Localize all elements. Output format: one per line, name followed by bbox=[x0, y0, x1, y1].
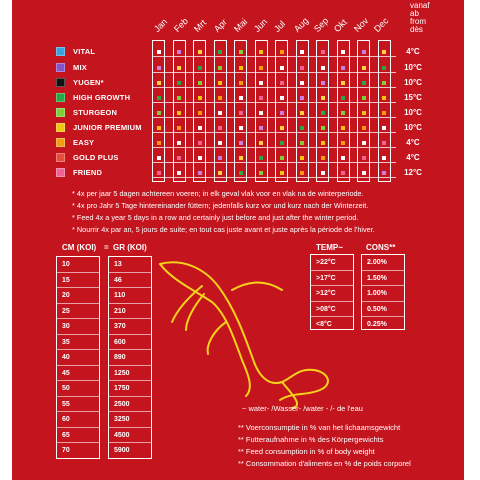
feeding-dot bbox=[300, 141, 304, 145]
feeding-dot bbox=[177, 171, 181, 175]
feeding-dot bbox=[218, 141, 222, 145]
feeding-dot bbox=[198, 141, 202, 145]
color-swatch bbox=[56, 63, 65, 72]
table-cell: 35 bbox=[57, 335, 99, 351]
cons-header: CONS** bbox=[366, 243, 396, 252]
feeding-dot bbox=[259, 81, 263, 85]
feeding-dot bbox=[177, 141, 181, 145]
feeding-dot bbox=[362, 171, 366, 175]
feeding-dot bbox=[239, 171, 243, 175]
table-cell: 40 bbox=[57, 350, 99, 366]
feeding-dot bbox=[177, 66, 181, 70]
feeding-dot bbox=[382, 126, 386, 130]
feeding-dot bbox=[157, 50, 161, 54]
feeding-dot bbox=[218, 66, 222, 70]
feeding-dot bbox=[259, 50, 263, 54]
month-label: Feb bbox=[171, 15, 190, 34]
row-separator bbox=[152, 87, 396, 88]
row-separator bbox=[152, 147, 396, 148]
feeding-dot bbox=[218, 156, 222, 160]
feeding-dot bbox=[341, 111, 345, 115]
feeding-dot bbox=[300, 171, 304, 175]
feeding-dot bbox=[259, 111, 263, 115]
water-footnote: ~ water- /Wasser- /water - /- de l'eau bbox=[242, 404, 363, 413]
legend-row-mix bbox=[56, 60, 87, 74]
feeding-dot bbox=[300, 96, 304, 100]
feeding-dot bbox=[362, 66, 366, 70]
row-separator bbox=[152, 56, 396, 57]
legend-row-sturgeon bbox=[56, 105, 117, 119]
product-name: FRIEND bbox=[73, 167, 103, 177]
legend-row-high-growth bbox=[56, 90, 130, 104]
feeding-dot bbox=[198, 111, 202, 115]
feeding-dot bbox=[382, 50, 386, 54]
start-temp: 10°C bbox=[404, 108, 422, 117]
feeding-dot bbox=[239, 111, 243, 115]
table-cell: 70 bbox=[62, 447, 70, 454]
feeding-dot bbox=[218, 81, 222, 85]
row-separator bbox=[152, 177, 396, 178]
table-cell: 30 bbox=[57, 319, 99, 335]
start-temp: 10°C bbox=[404, 78, 422, 87]
feeding-dot bbox=[362, 111, 366, 115]
feeding-dot bbox=[218, 111, 222, 115]
table-cell: 4500 bbox=[109, 428, 151, 444]
start-temp: 4°C bbox=[406, 138, 420, 147]
feeding-dot bbox=[362, 156, 366, 160]
equals-sign: = bbox=[104, 243, 109, 252]
table-cell: 2500 bbox=[109, 397, 151, 413]
feeding-dot bbox=[382, 81, 386, 85]
product-name: HIGH GROWTH bbox=[73, 92, 131, 102]
feeding-dot bbox=[198, 171, 202, 175]
feeding-dot bbox=[280, 96, 284, 100]
feeding-dot bbox=[239, 141, 243, 145]
row-separator bbox=[152, 162, 396, 163]
feeding-dot bbox=[341, 96, 345, 100]
feeding-dot bbox=[157, 81, 161, 85]
feeding-dot bbox=[382, 66, 386, 70]
yugen-note-de: * 4x pro Jahr 5 Tage hintereinander füttern; jedenfalls kurz vor und kurz nach der Winterzeit. bbox=[72, 201, 369, 210]
feeding-chart-panel bbox=[12, 0, 464, 480]
feeding-dot bbox=[157, 141, 161, 145]
product-name: EASY bbox=[73, 137, 95, 147]
table-cell: 46 bbox=[109, 273, 151, 289]
start-temp: 12°C bbox=[404, 168, 422, 177]
gr-header: GR (KOI) bbox=[113, 243, 147, 252]
month-label: Jun bbox=[251, 16, 270, 34]
table-cell: >17°C bbox=[311, 271, 353, 287]
product-name: YUGEN* bbox=[73, 77, 104, 87]
cm-column bbox=[56, 256, 100, 459]
consumption-footnote-de: ** Futteraufnahme in % des Körpergewichts bbox=[238, 435, 384, 444]
month-label: Dec bbox=[371, 15, 391, 34]
table-cell: 25 bbox=[57, 304, 99, 320]
feeding-dot bbox=[239, 96, 243, 100]
feeding-dot bbox=[321, 81, 325, 85]
table-cell: <8°C bbox=[316, 321, 332, 328]
feeding-dot bbox=[280, 50, 284, 54]
month-label: Aug bbox=[291, 15, 311, 34]
product-name: GOLD PLUS bbox=[73, 152, 119, 162]
product-name: JUNIOR PREMIUM bbox=[73, 122, 142, 132]
feeding-dot bbox=[198, 66, 202, 70]
feeding-dot bbox=[382, 111, 386, 115]
consumption-footnote-fr: ** Consommation d'aliments en % de poids corporel bbox=[238, 459, 411, 468]
table-cell: 3250 bbox=[109, 412, 151, 428]
month-label: Nov bbox=[351, 15, 371, 34]
row-separator bbox=[152, 132, 396, 133]
feeding-dot bbox=[157, 126, 161, 130]
feeding-dot bbox=[157, 111, 161, 115]
feeding-dot bbox=[218, 96, 222, 100]
table-cell: 600 bbox=[109, 335, 151, 351]
feeding-dot bbox=[239, 126, 243, 130]
feeding-dot bbox=[382, 141, 386, 145]
feeding-dot bbox=[218, 126, 222, 130]
feeding-dot bbox=[259, 126, 263, 130]
feeding-dot bbox=[362, 81, 366, 85]
feeding-dot bbox=[198, 126, 202, 130]
feeding-dot bbox=[382, 156, 386, 160]
feeding-dot bbox=[321, 156, 325, 160]
table-cell: 210 bbox=[109, 304, 151, 320]
feeding-dot bbox=[280, 66, 284, 70]
start-temp: 10°C bbox=[404, 63, 422, 72]
color-swatch bbox=[56, 168, 65, 177]
table-cell: 45 bbox=[57, 366, 99, 382]
feeding-dot bbox=[300, 111, 304, 115]
feeding-dot bbox=[157, 171, 161, 175]
feeding-dot bbox=[259, 171, 263, 175]
row-separator bbox=[152, 72, 396, 73]
start-temp: 15°C bbox=[404, 93, 422, 102]
feeding-dot bbox=[280, 81, 284, 85]
table-cell: 0.25% bbox=[367, 321, 387, 328]
feeding-dot bbox=[362, 126, 366, 130]
feeding-dot bbox=[259, 156, 263, 160]
feeding-dot bbox=[300, 156, 304, 160]
temp-column bbox=[310, 254, 354, 330]
feeding-dot bbox=[321, 66, 325, 70]
feeding-dot bbox=[198, 96, 202, 100]
feeding-dot bbox=[177, 96, 181, 100]
feeding-dot bbox=[341, 66, 345, 70]
feeding-dot bbox=[341, 81, 345, 85]
table-cell: 1.00% bbox=[362, 286, 404, 302]
feeding-dot bbox=[239, 156, 243, 160]
table-cell: 1750 bbox=[109, 381, 151, 397]
product-name: VITAL bbox=[73, 46, 96, 56]
month-label: Okt bbox=[331, 17, 349, 34]
table-cell: 55 bbox=[57, 397, 99, 413]
table-cell: 13 bbox=[109, 257, 151, 273]
cons-column bbox=[361, 254, 405, 330]
color-swatch bbox=[56, 47, 65, 56]
table-cell: 60 bbox=[57, 412, 99, 428]
table-cell: 2.00% bbox=[362, 255, 404, 271]
feeding-dot bbox=[341, 171, 345, 175]
color-swatch bbox=[56, 78, 65, 87]
table-cell: 65 bbox=[57, 428, 99, 444]
color-swatch bbox=[56, 123, 65, 132]
table-cell: 10 bbox=[57, 257, 99, 273]
consumption-footnote-en: ** Feed consumption in % of body weight bbox=[238, 447, 375, 456]
vanaf-line: ab bbox=[410, 9, 419, 18]
feeding-dot bbox=[382, 96, 386, 100]
feeding-dot bbox=[218, 50, 222, 54]
table-cell: >12°C bbox=[311, 286, 353, 302]
table-cell: 5900 bbox=[114, 447, 130, 454]
feeding-dot bbox=[300, 81, 304, 85]
feeding-dot bbox=[198, 50, 202, 54]
month-label: Jan bbox=[151, 16, 170, 34]
feeding-dot bbox=[157, 96, 161, 100]
month-label: Sep bbox=[311, 15, 331, 34]
feeding-dot bbox=[362, 96, 366, 100]
yugen-note-en: * Feed 4x a year 5 days in a row and certainly just before and just after the winter period. bbox=[72, 213, 359, 222]
feeding-dot bbox=[177, 50, 181, 54]
table-cell: >08°C bbox=[311, 302, 353, 318]
feeding-dot bbox=[321, 126, 325, 130]
feeding-dot bbox=[321, 171, 325, 175]
feeding-dot bbox=[259, 141, 263, 145]
feeding-dot bbox=[321, 50, 325, 54]
table-cell: 110 bbox=[109, 288, 151, 304]
feeding-dot bbox=[218, 171, 222, 175]
table-cell: 890 bbox=[109, 350, 151, 366]
legend-row-gold-plus bbox=[56, 150, 119, 164]
from-temperature-header bbox=[410, 2, 450, 34]
month-label: Mrt bbox=[191, 17, 209, 34]
feeding-dot bbox=[341, 50, 345, 54]
feeding-dot bbox=[341, 126, 345, 130]
feeding-dot bbox=[177, 81, 181, 85]
feeding-dot bbox=[321, 96, 325, 100]
feeding-dot bbox=[362, 141, 366, 145]
table-cell: 50 bbox=[57, 381, 99, 397]
legend-row-friend bbox=[56, 165, 102, 179]
start-temp: 4°C bbox=[406, 47, 420, 56]
temp-header: TEMP~ bbox=[316, 243, 343, 252]
feeding-dot bbox=[157, 66, 161, 70]
feeding-dot bbox=[198, 156, 202, 160]
feeding-dot bbox=[239, 50, 243, 54]
feeding-dot bbox=[382, 171, 386, 175]
feeding-dot bbox=[259, 66, 263, 70]
row-separator bbox=[152, 117, 396, 118]
feeding-dot bbox=[177, 111, 181, 115]
color-swatch bbox=[56, 108, 65, 117]
color-swatch bbox=[56, 138, 65, 147]
feeding-dot bbox=[280, 171, 284, 175]
legend-row-junior-premium bbox=[56, 120, 142, 134]
product-name: MIX bbox=[73, 62, 87, 72]
table-cell: 1.50% bbox=[362, 271, 404, 287]
start-temp: 10°C bbox=[404, 123, 422, 132]
table-cell: 20 bbox=[57, 288, 99, 304]
table-cell: 370 bbox=[109, 319, 151, 335]
table-cell: 1250 bbox=[109, 366, 151, 382]
consumption-footnote-nl: ** Voerconsumptie in % van het lichaamsgewicht bbox=[238, 423, 401, 432]
feeding-dot bbox=[321, 111, 325, 115]
feeding-dot bbox=[259, 96, 263, 100]
feeding-dot bbox=[177, 156, 181, 160]
feeding-dot bbox=[177, 126, 181, 130]
cm-header: CM (KOI) bbox=[62, 243, 97, 252]
feeding-dot bbox=[280, 126, 284, 130]
legend-row-yugen bbox=[56, 75, 104, 89]
product-name: STURGEON bbox=[73, 107, 118, 117]
vanaf-line: from bbox=[410, 17, 426, 26]
vanaf-line: dès bbox=[410, 25, 423, 34]
feeding-dot bbox=[300, 66, 304, 70]
month-label: Mai bbox=[231, 16, 250, 34]
feeding-dot bbox=[362, 50, 366, 54]
feeding-dot bbox=[280, 141, 284, 145]
legend-row-easy bbox=[56, 135, 94, 149]
feeding-dot bbox=[157, 156, 161, 160]
month-label: Jul bbox=[271, 18, 288, 34]
color-swatch bbox=[56, 153, 65, 162]
feeding-dot bbox=[239, 66, 243, 70]
legend-row-vital bbox=[56, 44, 95, 58]
feeding-dot bbox=[300, 126, 304, 130]
feeding-dot bbox=[280, 156, 284, 160]
color-swatch bbox=[56, 93, 65, 102]
vanaf-line: vanaf bbox=[410, 1, 430, 10]
table-cell: 15 bbox=[57, 273, 99, 289]
feeding-dot bbox=[341, 156, 345, 160]
feeding-dot bbox=[239, 81, 243, 85]
yugen-note-fr: * Nourrir 4x par an, 5 jours de suite; en tout cas juste avant et juste après la période de l'hiver. bbox=[72, 225, 375, 234]
yugen-note-nl: * 4x per jaar 5 dagen achtereen voeren; in elk geval vlak voor en vlak na de winterperiode. bbox=[72, 189, 364, 198]
feeding-dot bbox=[321, 141, 325, 145]
month-label: Apr bbox=[211, 17, 229, 34]
start-temp: 4°C bbox=[406, 153, 420, 162]
feeding-dot bbox=[198, 81, 202, 85]
row-separator bbox=[152, 102, 396, 103]
table-cell: >22°C bbox=[311, 255, 353, 271]
table-cell: 0.50% bbox=[362, 302, 404, 318]
feeding-dot bbox=[280, 111, 284, 115]
feeding-dot bbox=[300, 50, 304, 54]
feeding-dot bbox=[341, 141, 345, 145]
